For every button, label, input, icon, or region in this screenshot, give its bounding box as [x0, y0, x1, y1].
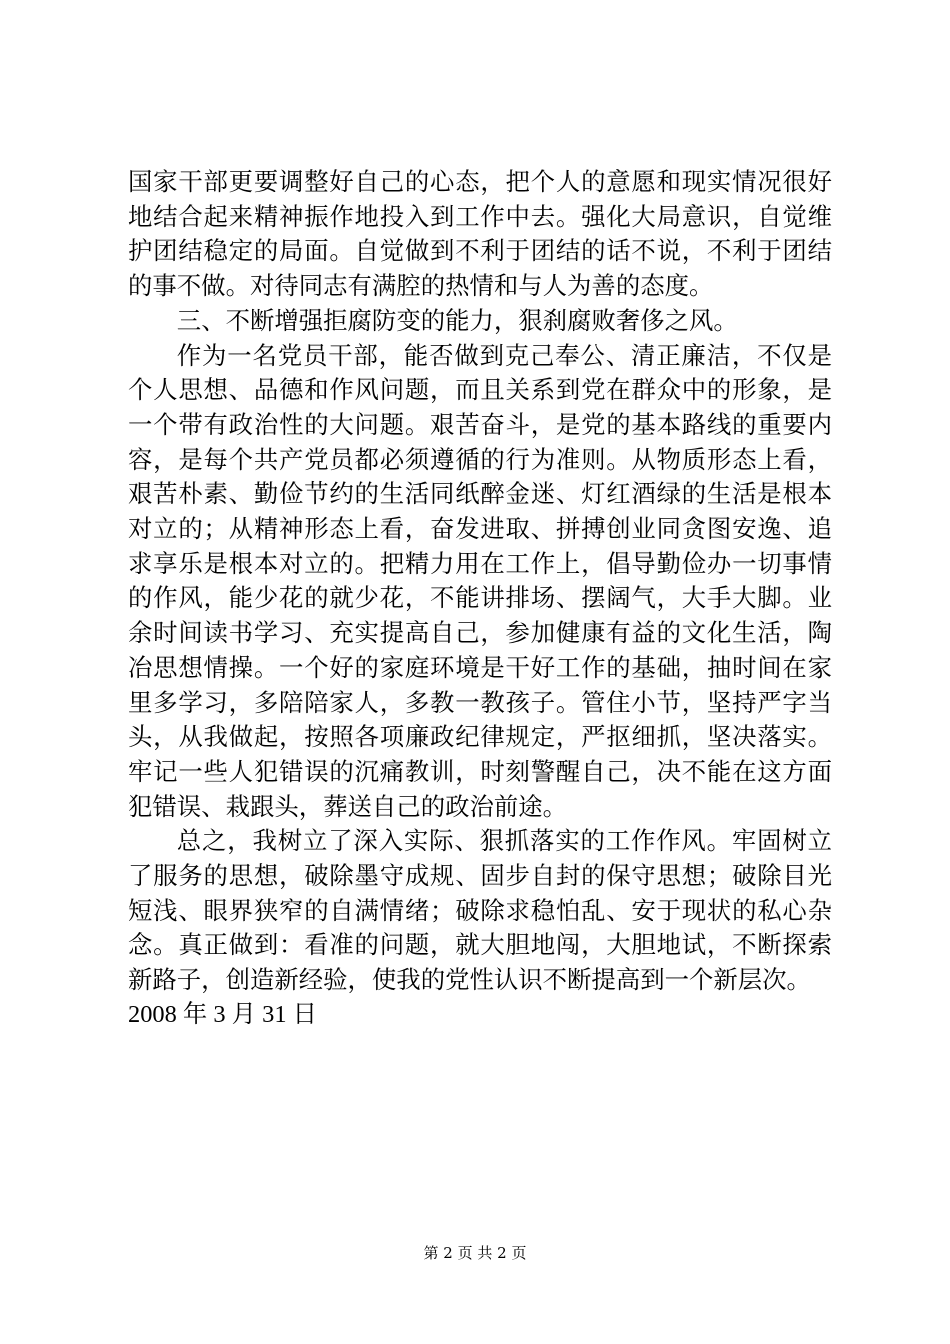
paragraph: 作为一名党员干部，能否做到克己奉公、清正廉洁，不仅是个人思想、品德和作风问题，而且关系到党在群众中的形象，是一个带有政治性的大问题。艰苦奋斗，是党的基本路线的重要内容，是每个共产党员都必须遵循的行为准则。从物质形态上看，艰苦朴素、勤俭节约的生活同纸醉金迷、灯红酒绿的生活是根本对立的；从精神形态上看，奋发进取、拼搏创业同贪图安逸、追求享乐是根本对立的。把精力用在工作上，倡导勤俭办一切事情的作风，能少花的就少花，不能讲排场、摆阔气，大手大脚。业余时间读书学习、充实提高自己，参加健康有益的文化生活，陶冶思想情操。一个好的家庭环境是干好工作的基础，抽时间在家里多学习，多陪陪家人，多教一教孩子。管住小节，坚持严字当头，从我做起，按照各项廉政纪律规定，严抠细抓，坚决落实。牢记一些人犯错误的沉痛教训，时刻警醒自己，决不能在这方面犯错误、栽跟头，葬送自己的政治前途。	[128, 340, 832, 821]
section-heading: 三、不断增强拒腐防变的能力，狠刹腐败奢侈之风。	[176, 305, 738, 335]
paragraph-continuation: 国家干部更要调整好自己的心态，把个人的意愿和现实情况很好地结合起来精神振作地投入到工作中去。强化大局意识，自觉维护团结稳定的局面。自觉做到不利于团结的话不说，不利于团结的事不做。对待同志有满腔的热情和与人为善的态度。	[128, 167, 832, 301]
document-body	[128, 165, 832, 1033]
document-date: 2008 年 3 月 31 日	[128, 1000, 318, 1028]
paragraph-conclusion: 总之，我树立了深入实际、狠抓落实的工作作风。牢固树立了服务的思想，破除墨守成规、固步自封的保守思想；破除目光短浅、眼界狭窄的自满情绪；破除求稳怕乱、安于现状的私心杂念。真正做到：看准的问题，就大胆地闯，大胆地试，不断探索新路子，创造新经验，使我的党性认识不断提高到一个新层次。	[128, 826, 832, 995]
page-footer: 第 2 页 共 2 页	[423, 1244, 527, 1262]
